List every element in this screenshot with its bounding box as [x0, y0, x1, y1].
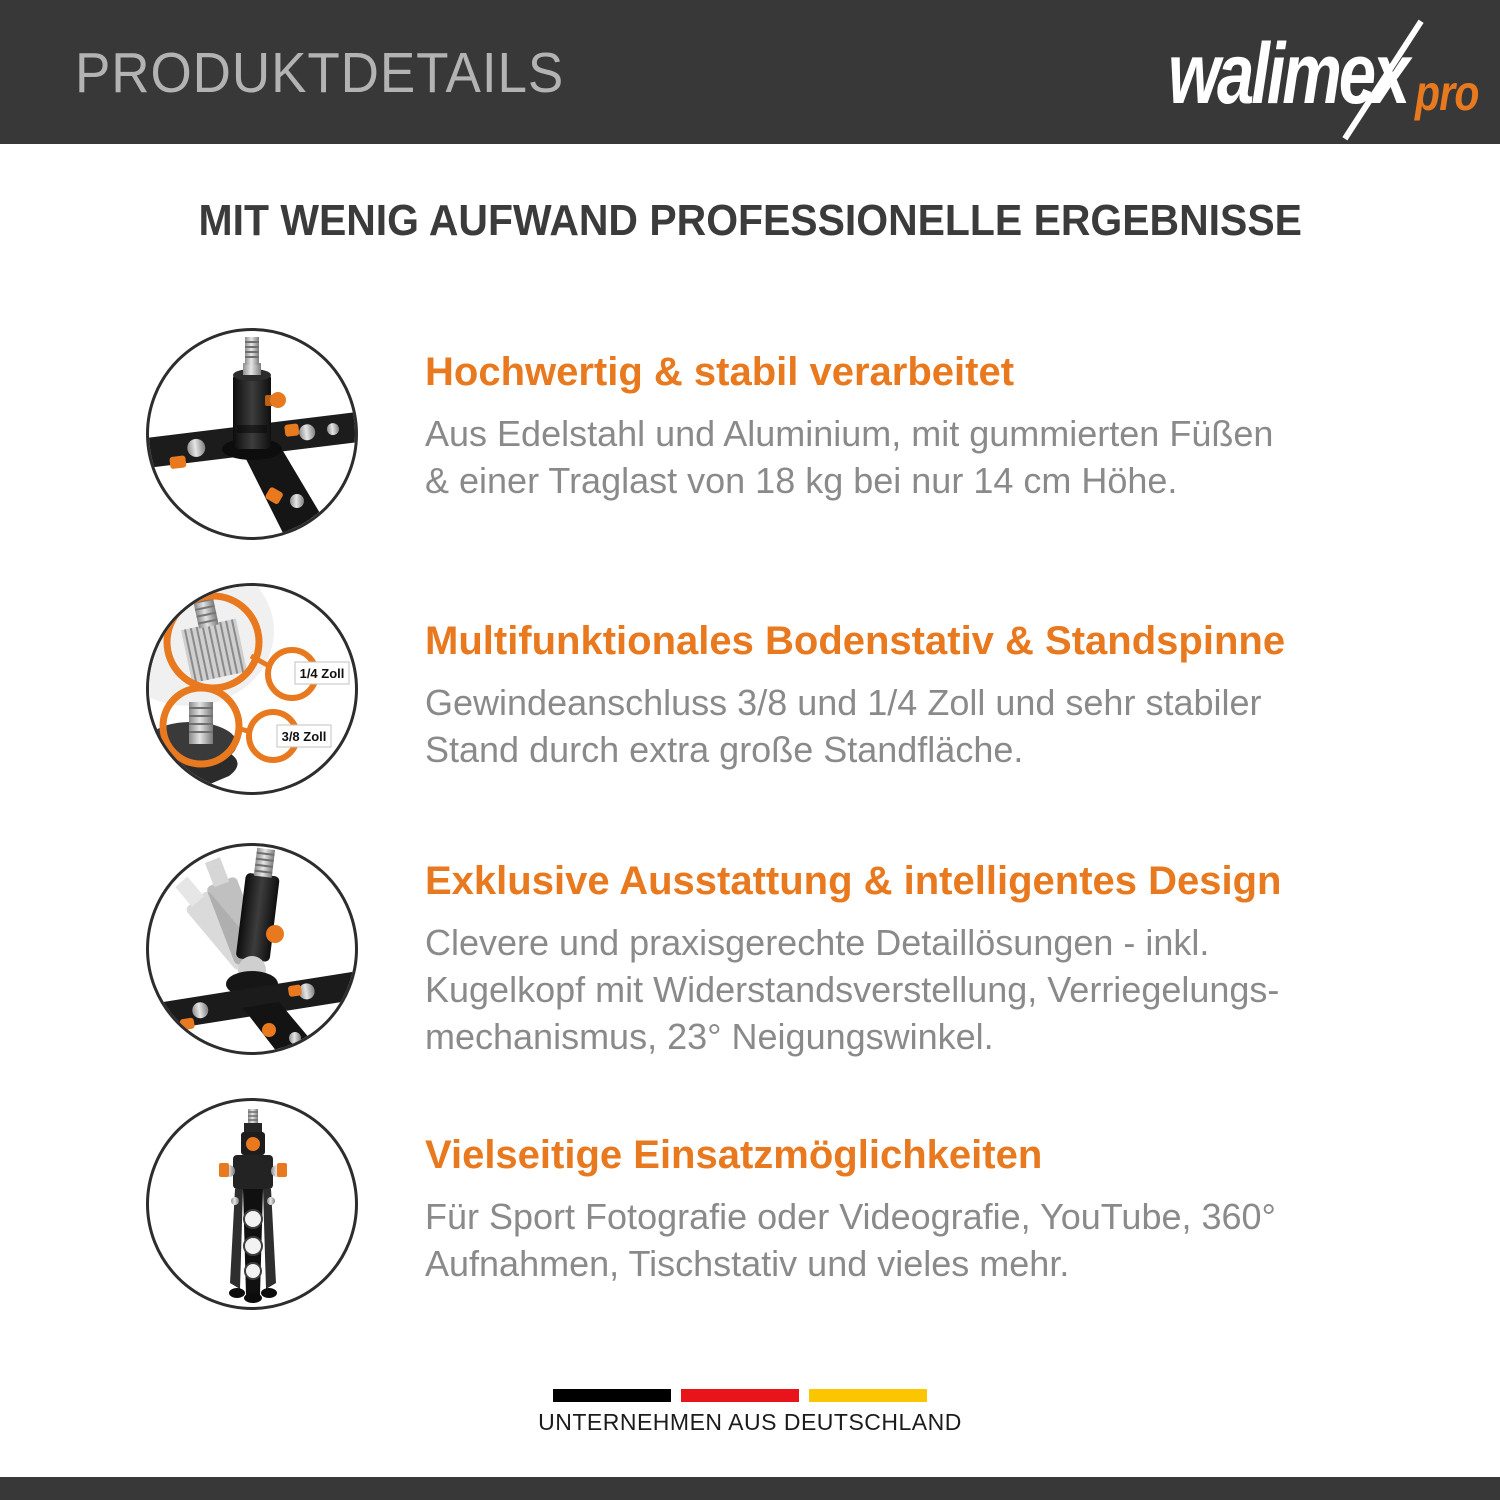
feature-description — [425, 1193, 1425, 1287]
feature-description-line: Kugelkopf mit Widerstandsverstellung, Verriegelungs- — [425, 969, 1280, 1010]
feature-description-line: Stand durch extra große Standfläche. — [425, 729, 1024, 770]
feature-description-line: Gewindeanschluss 3/8 und 1/4 Zoll und sehr stabiler — [425, 682, 1262, 723]
feature-image-circle — [146, 1098, 358, 1310]
footer-caption: UNTERNEHMEN AUS DEUTSCHLAND — [538, 1409, 962, 1435]
feature-title: Multifunktionales Bodenstativ & Standspinne — [425, 619, 1286, 663]
feature-description-line: & einer Traglast von 18 kg bei nur 14 cm Höhe. — [425, 460, 1178, 501]
feature-text-multifunction — [425, 617, 1425, 773]
page-title: PRODUKTDETAILS — [75, 41, 565, 105]
bottom-bar — [0, 1477, 1500, 1500]
feature-title: Vielseitige Einsatzmöglichkeiten — [425, 1133, 1043, 1177]
intro-heading-text: MIT WENIG AUFWAND PROFESSIONELLE ERGEBNISSE — [198, 196, 1302, 245]
feature-text-versatility — [425, 1131, 1425, 1287]
feature-title: Exklusive Ausstattung & intelligentes Design — [425, 859, 1282, 903]
feature-description-line: Für Sport Fotografie oder Videografie, YouTube, 360° — [425, 1196, 1276, 1237]
flag-bar-gold — [809, 1389, 927, 1402]
ball-head-tilt-photo — [149, 846, 355, 1052]
feature-description-line: Aus Edelstahl und Aluminium, mit gummierten Füßen — [425, 413, 1274, 454]
german-flag — [553, 1389, 927, 1407]
feature-description-line: Clevere und praxisgerechte Detaillösungen - inkl. — [425, 922, 1210, 963]
feature-description — [425, 410, 1425, 504]
folded-tripod-photo — [149, 1101, 355, 1307]
brand-logo-wordmark: walimex — [1168, 26, 1408, 122]
brand-logo — [1168, 24, 1498, 136]
feature-description-line: Aufnahmen, Tischstativ und vieles mehr. — [425, 1243, 1070, 1284]
german-flag-bars — [553, 1389, 927, 1402]
feature-row-quality — [0, 328, 1500, 590]
feature-description — [425, 919, 1425, 1060]
feature-title: Hochwertig & stabil verarbeitet — [425, 350, 1015, 394]
tripod-spider-head-photo — [149, 331, 355, 537]
feature-description — [425, 679, 1425, 773]
feature-description-line: mechanismus, 23° Neigungswinkel. — [425, 1016, 994, 1057]
thread-connector-photo — [149, 586, 355, 792]
header-bar — [0, 0, 1500, 144]
feature-image-circle — [146, 583, 358, 795]
feature-row-design — [0, 843, 1500, 1105]
feature-row-versatility — [0, 1098, 1500, 1360]
feature-text-quality — [425, 348, 1425, 504]
flag-bar-red — [681, 1389, 799, 1402]
callout-label-three-eighths-inch: 3/8 Zoll — [281, 729, 327, 744]
feature-text-design — [425, 857, 1425, 1060]
callout-label-quarter-inch: 1/4 Zoll — [299, 666, 345, 681]
brand-logo-suffix: pro — [1415, 65, 1479, 121]
feature-image-circle — [146, 328, 358, 540]
flag-bar-black — [553, 1389, 671, 1402]
feature-row-multifunction — [0, 583, 1500, 845]
intro-heading — [0, 196, 1500, 246]
feature-image-circle — [146, 843, 358, 1055]
